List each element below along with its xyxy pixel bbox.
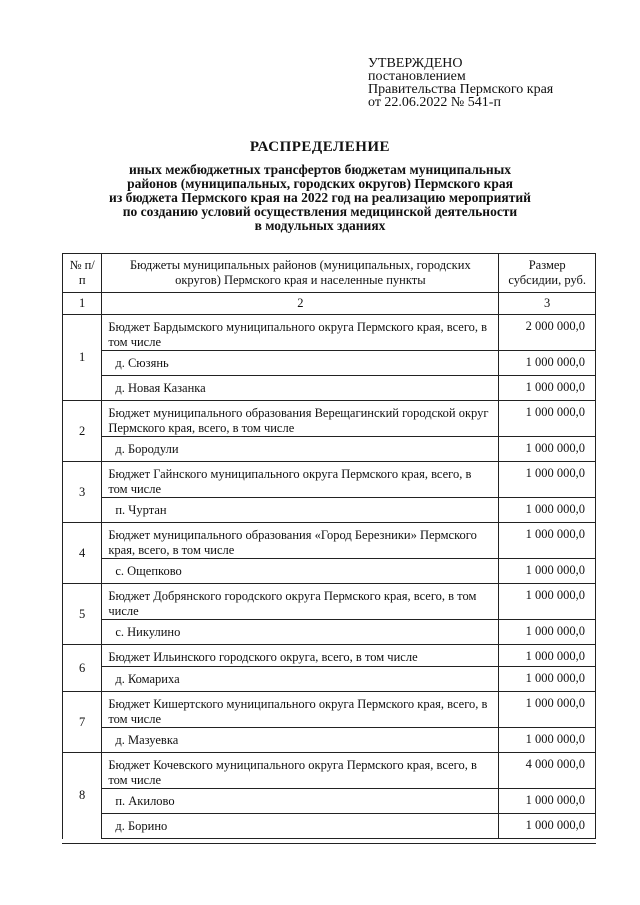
row-number: 1	[63, 315, 102, 401]
table-row	[63, 376, 596, 401]
subtitle-line: по созданию условий осуществления медицинской деятельности	[122, 204, 518, 219]
budget-amount: 4 000 000,0	[499, 753, 596, 789]
table-row	[63, 498, 596, 523]
table-header-row	[63, 254, 596, 293]
budget-name: Бюджет Бардымского муниципального округа Пермского края, всего, в том числе	[102, 315, 499, 351]
budget-amount: 2 000 000,0	[499, 315, 596, 351]
table-row	[63, 692, 596, 728]
table-row	[63, 462, 596, 498]
settlement-name: д. Комариха	[102, 667, 499, 692]
document-title: РАСПРЕДЕЛЕНИЕ	[249, 139, 391, 155]
row-number: 6	[63, 645, 102, 692]
column-number: 2	[102, 293, 499, 315]
table-row	[63, 814, 596, 839]
table-row	[63, 645, 596, 667]
table-row	[63, 620, 596, 645]
approval-line-approved: УТВЕРЖДЕНО	[368, 56, 463, 71]
subtitle-line: иных межбюджетных трансфертов бюджетам муниципальных	[129, 162, 511, 177]
budget-amount: 1 000 000,0	[499, 692, 596, 728]
table-row	[63, 401, 596, 437]
table-continuation-line	[62, 843, 596, 844]
budget-amount: 1 000 000,0	[499, 401, 596, 437]
budget-name: Бюджет Ильинского городского округа, всего, в том числе	[102, 645, 499, 667]
table-row	[63, 667, 596, 692]
subtitle-line: районов (муниципальных, городских округов) Пермского края	[127, 176, 513, 191]
settlement-amount: 1 000 000,0	[499, 620, 596, 645]
budget-amount: 1 000 000,0	[499, 462, 596, 498]
row-number: 5	[63, 584, 102, 645]
budget-name: Бюджет Кочевского муниципального округа Пермского края, всего, в том числе	[102, 753, 499, 789]
budget-amount: 1 000 000,0	[499, 523, 596, 559]
table-row	[63, 584, 596, 620]
table-row	[63, 789, 596, 814]
header-budgets: Бюджеты муниципальных районов (муниципальных, городских округов) Пермского края и населенные пункты	[102, 254, 499, 293]
budget-name: Бюджет Гайнского муниципального округа Пермского края, всего, в том числе	[102, 462, 499, 498]
table-row	[63, 437, 596, 462]
budget-name: Бюджет муниципального образования «Город Березники» Пермского края, всего, в том числе	[102, 523, 499, 559]
column-numbers-row	[63, 293, 596, 315]
settlement-name: п. Чуртан	[102, 498, 499, 523]
row-number: 7	[63, 692, 102, 753]
table-row	[63, 728, 596, 753]
budget-amount: 1 000 000,0	[499, 645, 596, 667]
header-amount: Размер субсидии, руб.	[499, 254, 596, 293]
settlement-amount: 1 000 000,0	[499, 351, 596, 376]
settlement-amount: 1 000 000,0	[499, 376, 596, 401]
settlement-amount: 1 000 000,0	[499, 498, 596, 523]
settlement-name: д. Борино	[102, 814, 499, 839]
budget-name: Бюджет Добрянского городского округа Пермского края, всего, в том числе	[102, 584, 499, 620]
table-row	[63, 559, 596, 584]
settlement-amount: 1 000 000,0	[499, 814, 596, 839]
table-row	[63, 351, 596, 376]
settlement-name: д. Бородули	[102, 437, 499, 462]
settlement-name: с. Ощепково	[102, 559, 499, 584]
settlement-amount: 1 000 000,0	[499, 728, 596, 753]
row-number: 4	[63, 523, 102, 584]
table-row	[63, 523, 596, 559]
subtitle-line: из бюджета Пермского края на 2022 год на реализацию мероприятий	[109, 190, 531, 205]
header-number: № п/п	[63, 254, 102, 293]
settlement-name: д. Мазуевка	[102, 728, 499, 753]
approval-line-government: Правительства Пермского края	[368, 82, 554, 97]
column-number: 3	[499, 293, 596, 315]
settlement-name: д. Сюзянь	[102, 351, 499, 376]
budget-name: Бюджет Кишертского муниципального округа Пермского края, всего, в том числе	[102, 692, 499, 728]
allocation-table	[62, 253, 596, 839]
approval-stamp	[368, 57, 553, 109]
table-row	[63, 753, 596, 789]
row-number: 8	[63, 753, 102, 839]
column-number: 1	[63, 293, 102, 315]
row-number: 2	[63, 401, 102, 462]
settlement-amount: 1 000 000,0	[499, 667, 596, 692]
document-subtitle	[0, 163, 640, 233]
approval-line-date-number: от 22.06.2022 № 541-п	[368, 95, 501, 110]
settlement-amount: 1 000 000,0	[499, 789, 596, 814]
budget-amount: 1 000 000,0	[499, 584, 596, 620]
document-heading	[0, 138, 640, 233]
settlement-amount: 1 000 000,0	[499, 437, 596, 462]
subtitle-line: в модульных зданиях	[254, 218, 386, 233]
table-row	[63, 315, 596, 351]
settlement-name: с. Никулино	[102, 620, 499, 645]
approval-line-decree: постановлением	[368, 69, 466, 84]
settlement-name: д. Новая Казанка	[102, 376, 499, 401]
row-number: 3	[63, 462, 102, 523]
settlement-name: п. Акилово	[102, 789, 499, 814]
budget-name: Бюджет муниципального образования Верещагинский городской округ Пермского края, всего, в том числе	[102, 401, 499, 437]
settlement-amount: 1 000 000,0	[499, 559, 596, 584]
